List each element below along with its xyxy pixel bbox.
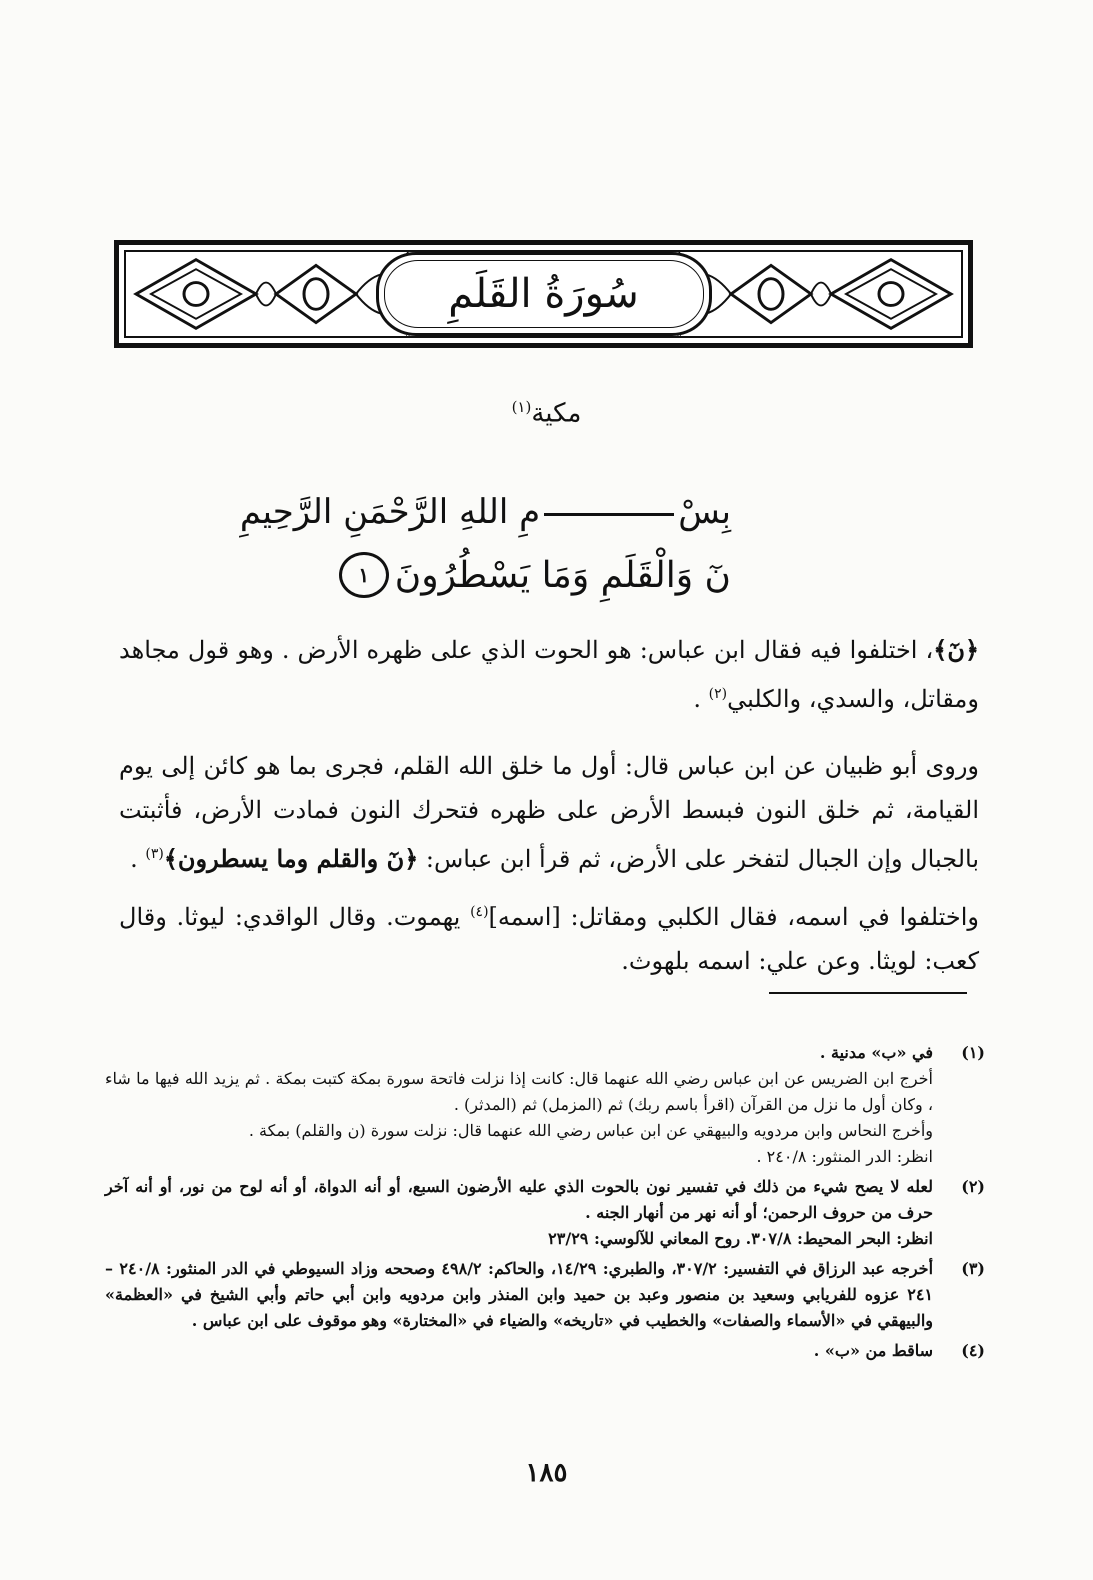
title-cartouche (376, 252, 712, 336)
paragraph-end: . (693, 685, 709, 713)
ornament-left-icon (126, 252, 406, 336)
revelation-type (0, 398, 1093, 429)
paragraph-3 (119, 890, 979, 983)
surah-banner (114, 240, 973, 348)
page-number: ١٨٥ (525, 1458, 568, 1488)
footnote-line: أخرجه عبد الرزاق في التفسير: ٣٠٧/٢، والطبري: ١٤/٢٩، والحاكم: ٤٩٨/٢ وصححه وزاد السيوطي في الدر المنثور: ٢٤٠/٨ – ٢٤١ عزوه للفريابي وسعيد بن منصور وعبد بن حميد وابن المنذر وابن مردويه وابن أبي حاتم وأبي الشيخ في «العظمة» والبيهقي في «الأسماء والصفات» والخطيب في «تاريخه» والضياء في «المختارة» وهو موقوف على ابن عباس . (105, 1259, 934, 1330)
footnote-3 (105, 1256, 985, 1334)
footnote-ref: (٣) (145, 846, 164, 862)
footnote-ref: (٤) (470, 904, 489, 920)
paragraph-text-cont: يهموت. وقال الواقدي: ليوثا. وقال كعب: لويثا. وعن علي: اسمه بلهوث. (119, 903, 979, 975)
footnote-ref: (٢) (708, 686, 728, 702)
paragraph-text: وروى أبو ظبيان عن ابن عباس قال: أول ما خلق الله القلم، فجرى بما هو كائن إلى يوم القيامة، ثم خلق النون فبسط الأرض على ظهره فتحرك النون فمادت الأرض، فأثبتت بالجبال وإن الجبال لتفخر على الأرض، ثم قرأ ابن عباس: (119, 752, 979, 873)
footnote-2 (105, 1174, 985, 1252)
footnote-4 (105, 1338, 985, 1364)
footnote-ref: (١) (511, 398, 532, 416)
footnote-number: (١) (961, 1043, 985, 1062)
paragraph-end: . (130, 845, 146, 873)
surah-title: سُورَةُ القَلَمِ (448, 271, 639, 317)
basmala-stretch (544, 513, 674, 516)
basmala-start: بِسْ (678, 492, 731, 532)
footnote-line: ساقط من «ب» . (813, 1341, 933, 1360)
footnote-divider (769, 992, 967, 994)
basmala (240, 492, 731, 532)
basmala-end: مِ اللهِ الرَّحْمَنِ الرَّحِيمِ (239, 492, 541, 532)
ornament-right-icon (681, 252, 961, 336)
quote: ﴿نٓ﴾ (933, 635, 979, 664)
footnote-number: (٤) (961, 1341, 985, 1360)
banner-ornament (124, 250, 963, 338)
footnote-line: وأخرج النحاس وابن مردويه والبيهقي عن ابن عباس رضي الله عنهما قال: نزلت سورة (ن والقلم) بمكة . (248, 1121, 933, 1140)
paragraph-text: ، اختلفوا فيه فقال ابن عباس: هو الحوت الذي على ظهره الأرض . وهو قول مجاهد ومقاتل، والسدي، والكلبي (119, 636, 979, 713)
paragraph-1 (119, 628, 979, 721)
paragraph-text: واختلفوا في اسمه، فقال الكلبي ومقاتل: [اسمه] (488, 903, 979, 931)
verse-number-icon: ١ (339, 552, 389, 598)
quran-verse (339, 552, 731, 598)
footnote-number: (٢) (961, 1177, 985, 1196)
footnote-line: في «ب» مدنية . (819, 1043, 933, 1062)
footnote-line: لعله لا يصح شيء من ذلك في تفسير نون بالحوت الذي عليه الأرضون السبع، أو أنه الدواة، أو أنه لوح من نور، أو أنه آخر حرف من حروف الرحمن؛ أو أنه نهر من أنهار الجنه . (105, 1177, 933, 1222)
footnote-number: (٣) (961, 1259, 985, 1278)
footnote-1 (105, 1040, 985, 1170)
footnotes (105, 1040, 985, 1368)
quote: ﴿نٓ والقلم وما يسطرون﴾ (163, 844, 419, 873)
verse-text: نٓ وَالْقَلَمِ وَمَا يَسْطُرُونَ (394, 554, 731, 596)
footnote-line: انظر: البحر المحيط: ٣٠٧/٨. روح المعاني للآلوسي: ٢٣/٢٩ (548, 1229, 933, 1248)
footnote-line: أخرج ابن الضريس عن ابن عباس رضي الله عنهما قال: كانت إذا نزلت فاتحة سورة بمكة كتبت بمكة . ثم يزيد الله فيها ما شاء ، وكان أول ما نزل من القرآن (اقرأ باسم ربك) ثم (المزمل) ثم (المدثر) . (105, 1069, 933, 1114)
revelation-type-text: مكية (531, 398, 582, 429)
footnote-line: انظر: الدر المنثور: ٢٤٠/٨ . (756, 1147, 933, 1166)
paragraph-2 (119, 744, 979, 881)
